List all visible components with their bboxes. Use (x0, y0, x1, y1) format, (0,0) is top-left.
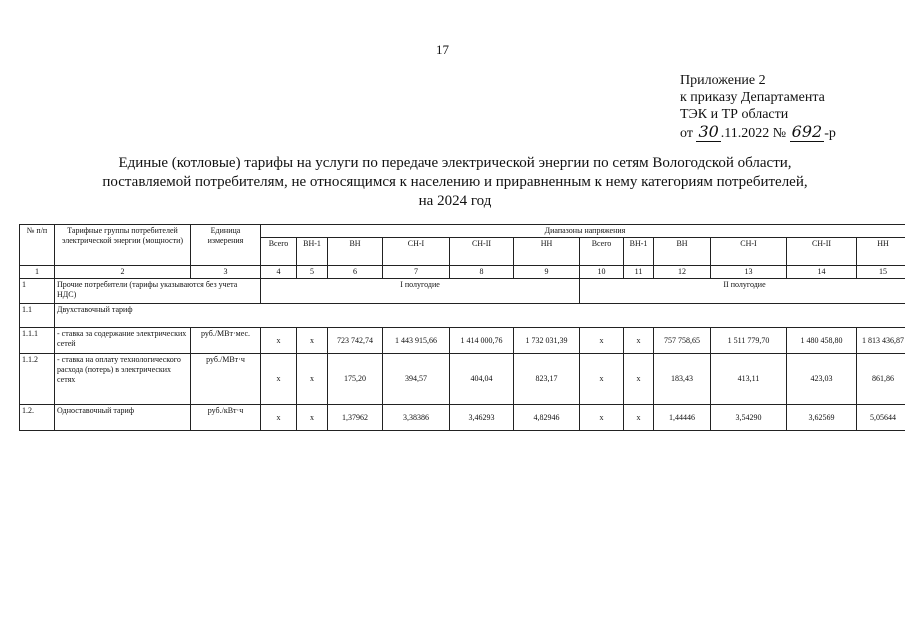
subsection-num: 1.1 (20, 304, 55, 328)
head-col: Всего (261, 238, 297, 266)
section-row (20, 279, 905, 304)
cell-value: 3,54290 (711, 405, 787, 431)
date-prefix: от (680, 126, 693, 141)
table-row (20, 328, 905, 354)
date-rest: .11.2022 № (720, 126, 787, 141)
head-col: СН-I (383, 238, 450, 266)
col-number: 4 (261, 266, 297, 279)
half-year-1: I полугодие (261, 279, 580, 304)
row-unit: руб./кВт·ч (191, 405, 261, 431)
cell-value: x (580, 354, 624, 405)
order-suffix: -р (824, 126, 836, 141)
head-unit: Единица измерения (191, 225, 261, 266)
cell-value: x (261, 328, 297, 354)
table-row (20, 405, 905, 431)
cell-value: 4,82946 (514, 405, 580, 431)
cell-value: 1 732 031,39 (514, 328, 580, 354)
cell-value: 1 813 436,87 (857, 328, 905, 354)
head-col: НН (514, 238, 580, 266)
col-number: 9 (514, 266, 580, 279)
cell-value: x (261, 354, 297, 405)
head-col: Всего (580, 238, 624, 266)
head-col: ВН-1 (297, 238, 328, 266)
document-title (40, 154, 870, 211)
row-num: 1.1.2 (20, 354, 55, 405)
row-num: 1.2. (20, 405, 55, 431)
cell-value: 1 511 779,70 (711, 328, 787, 354)
col-number: 1 (20, 266, 55, 279)
date-day-handwritten: 30 (698, 122, 719, 141)
head-col: СН-II (450, 238, 514, 266)
cell-value: 1,37962 (328, 405, 383, 431)
row-num: 1.1.1 (20, 328, 55, 354)
appendix-date-line (680, 123, 836, 142)
title-line3: на 2024 год (418, 193, 492, 209)
cell-value: 404,04 (450, 354, 514, 405)
appendix-block (680, 72, 836, 142)
cell-value: 423,03 (787, 354, 857, 405)
cell-value: 723 742,74 (328, 328, 383, 354)
cell-value: 183,43 (654, 354, 711, 405)
head-col: НН (857, 238, 905, 266)
cell-value: x (580, 328, 624, 354)
cell-value: 823,17 (514, 354, 580, 405)
cell-value: 3,38386 (383, 405, 450, 431)
cell-value: 1 414 000,76 (450, 328, 514, 354)
row-name: - ставка за содержание электрических сетей (55, 328, 191, 354)
page-number: 17 (436, 42, 449, 57)
col-number: 5 (297, 266, 328, 279)
cell-value: 394,57 (383, 354, 450, 405)
col-number: 6 (328, 266, 383, 279)
col-number: 14 (787, 266, 857, 279)
cell-value: x (624, 354, 654, 405)
cell-value: 1 480 458,80 (787, 328, 857, 354)
row-unit: руб./МВт·мес. (191, 328, 261, 354)
tariff-table (19, 224, 905, 431)
head-col: ВН-1 (624, 238, 654, 266)
cell-value: x (624, 328, 654, 354)
appendix-line1: Приложение 2 (680, 73, 766, 88)
appendix-line3: ТЭК и ТР области (680, 107, 789, 122)
row-name: - ставка на оплату технологического расхода (потерь) в электрических сетях (55, 354, 191, 405)
order-number-handwritten: 692 (791, 122, 823, 141)
col-number: 15 (857, 266, 905, 279)
cell-value: 1 443 915,66 (383, 328, 450, 354)
subsection-name: Двухставочный тариф (55, 304, 905, 328)
head-num: № п/п (20, 225, 55, 266)
head-col: ВН (654, 238, 711, 266)
section-name: Прочие потребители (тарифы указываются без учета НДС) (55, 279, 261, 304)
section-num: 1 (20, 279, 55, 304)
cell-value: 3,46293 (450, 405, 514, 431)
cell-value: x (297, 354, 328, 405)
row-name: Одноставочный тариф (55, 405, 191, 431)
col-number: 13 (711, 266, 787, 279)
title-line2: поставляемой потребителям, не относящимся к населению и приравненным к нему категориям потребителей, (102, 174, 808, 190)
subsection-row (20, 304, 905, 328)
col-number: 10 (580, 266, 624, 279)
cell-value: x (261, 405, 297, 431)
row-unit: руб./МВт·ч (191, 354, 261, 405)
cell-value: x (580, 405, 624, 431)
appendix-line2: к приказу Департамента (680, 90, 825, 105)
cell-value: 413,11 (711, 354, 787, 405)
cell-value: 861,86 (857, 354, 905, 405)
col-number: 7 (383, 266, 450, 279)
cell-value: 1,44446 (654, 405, 711, 431)
col-number: 3 (191, 266, 261, 279)
head-col: СН-II (787, 238, 857, 266)
col-number: 12 (654, 266, 711, 279)
col-number: 11 (624, 266, 654, 279)
title-line1: Единые (котловые) тарифы на услуги по передаче электрической энергии по сетям Вологодской области, (118, 155, 792, 171)
cell-value: 3,62569 (787, 405, 857, 431)
col-number: 8 (450, 266, 514, 279)
head-col: ВН (328, 238, 383, 266)
head-ranges: Диапазоны напряжения (261, 225, 905, 238)
cell-value: 175,20 (328, 354, 383, 405)
cell-value: 5,05644 (857, 405, 905, 431)
half-year-2: II полугодие (580, 279, 905, 304)
head-group: Тарифные группы потребителей электрической энергии (мощности) (55, 225, 191, 266)
cell-value: 757 758,65 (654, 328, 711, 354)
cell-value: x (624, 405, 654, 431)
head-col: СН-I (711, 238, 787, 266)
cell-value: x (297, 328, 328, 354)
cell-value: x (297, 405, 328, 431)
table-row (20, 354, 905, 405)
column-number-row (20, 266, 905, 279)
col-number: 2 (55, 266, 191, 279)
header-row (20, 225, 905, 238)
